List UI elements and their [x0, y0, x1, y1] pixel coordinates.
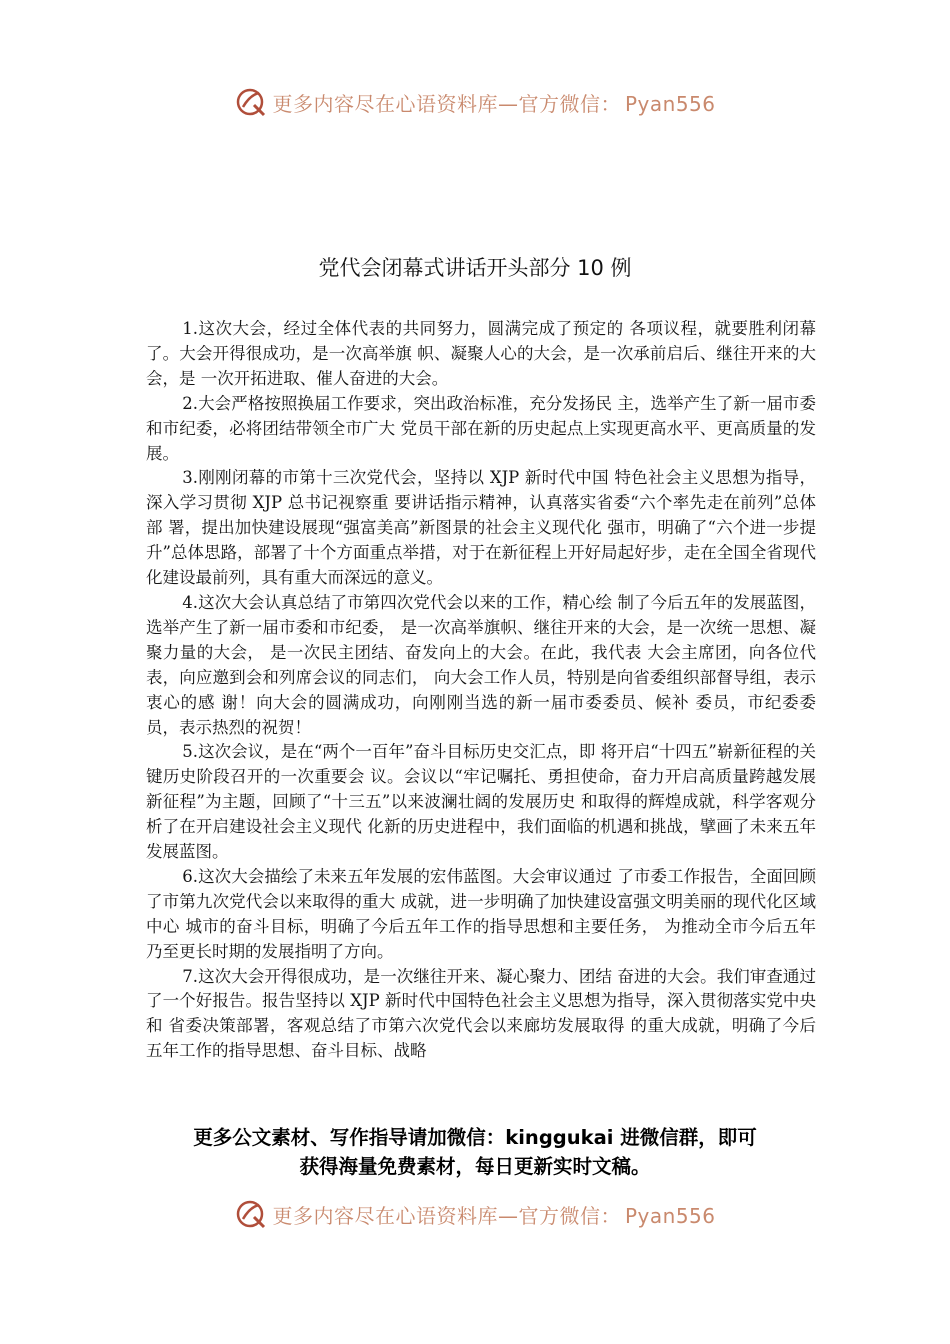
header-banner: [0, 80, 950, 124]
paragraph: 7.这次大会开得很成功，是一次继往开来、凝心聚力、团结 奋进的大会。我们审查通过了一个好报告。报告坚持以 XJP 新时代中国特色社会主义思想为指导，深入贯彻落实党中央和 省委决策部署，客观总结了市第六次党代会以来廊坊发展取得 的重大成就，明确了今后五年工作的指导思想、奋斗目标、战略: [146, 966, 816, 1061]
banner-wechat-id: Pyan556: [624, 1203, 716, 1228]
document-body: [146, 317, 816, 1064]
promo-notice: [0, 1123, 950, 1181]
banner-wechat-id: Pyan556: [624, 91, 716, 116]
footer-banner: [0, 1192, 950, 1236]
banner-text: 更多内容尽在心语资料库—官方微信： Pyan556: [272, 91, 716, 116]
paragraph: 6.这次大会描绘了未来五年发展的宏伟蓝图。大会审议通过 了市委工作报告，全面回顾了市第九次党代会以来取得的重大 成就，进一步明确了加快建设富强文明美丽的现代化区域中心 城市的奋斗目标，明确了今后五年工作的指导思想和主要任务， 为推动全市今后五年乃至更长时期的发展指明了方向。: [146, 866, 816, 961]
paragraph: 3.刚刚闭幕的市第十三次党代会，坚持以 XJP 新时代中国 特色社会主义思想为指导，深入学习贯彻 XJP 总书记视察重 要讲话指示精神，认真落实省委“六个率先走在前列”总体部 署，提出加快建设展现“强富美高”新图景的社会主义现代化 强市，明确了“六个进一步提升”总体思路，部署了十个方面重点举措，对于在新征程上开好局起好步，走在全国全省现代 化建设最前列，具有重大而深远的意义。: [146, 468, 816, 588]
paragraph: 5.这次会议，是在“两个一百年”奋斗目标历史交汇点，即 将开启“十四五”崭新征程的关键历史阶段召开的一次重要会 议。会议以“牢记嘱托、勇担使命，奋力开启高质量跨越发展 新征程”为主题，回顾了“十三五”以来波澜壮阔的发展历史 和取得的辉煌成就，科学客观分析了在开启建设社会主义现代 化新的历史进程中，我们面临的机遇和挑战，擘画了未来五年 发展蓝图。: [146, 742, 816, 862]
paragraph: 4.这次大会认真总结了市第四次党代会以来的工作，精心绘 制了今后五年的发展蓝图，选举产生了新一届市委和市纪委， 是一次高举旗帜、继往开来的大会，是一次统一思想、凝聚力量的大会， 是一次民主团结、奋发向上的大会。在此，我代表 大会主席团，向各位代表，向应邀到会和列席会议的同志们， 向大会工作人员，特别是向省委组织部督导组，表示衷心的感 谢！向大会的圆满成功，向刚刚当选的新一届市委委员、候补 委员，市纪委委员，表示热烈的祝贺！: [146, 592, 816, 737]
logo-icon: [234, 1197, 268, 1231]
banner-text: 更多内容尽在心语资料库—官方微信： Pyan556: [272, 1203, 716, 1228]
promo-line-2: 获得海量免费素材，每日更新实时文稿。: [299, 1155, 651, 1178]
promo-line-1: 更多公文素材、写作指导请加微信：kinggukai 进微信群，即可: [193, 1126, 757, 1149]
paragraph: 2.大会严格按照换届工作要求，突出政治标准，充分发扬民 主，选举产生了新一届市委和市纪委，必将团结带领全市广大 党员干部在新的历史起点上实现更高水平、更高质量的发展。: [146, 393, 816, 463]
logo-icon: [234, 85, 268, 119]
paragraph: 1.这次大会，经过全体代表的共同努力，圆满完成了预定的 各项议程，就要胜利闭幕了。大会开得很成功，是一次高举旗 帜、凝聚人心的大会，是一次承前启后、继往开来的大会，是 一次开拓进取、催人奋进的大会。: [146, 319, 816, 388]
document-title: 党代会闭幕式讲话开头部分 10 例: [318, 256, 632, 280]
